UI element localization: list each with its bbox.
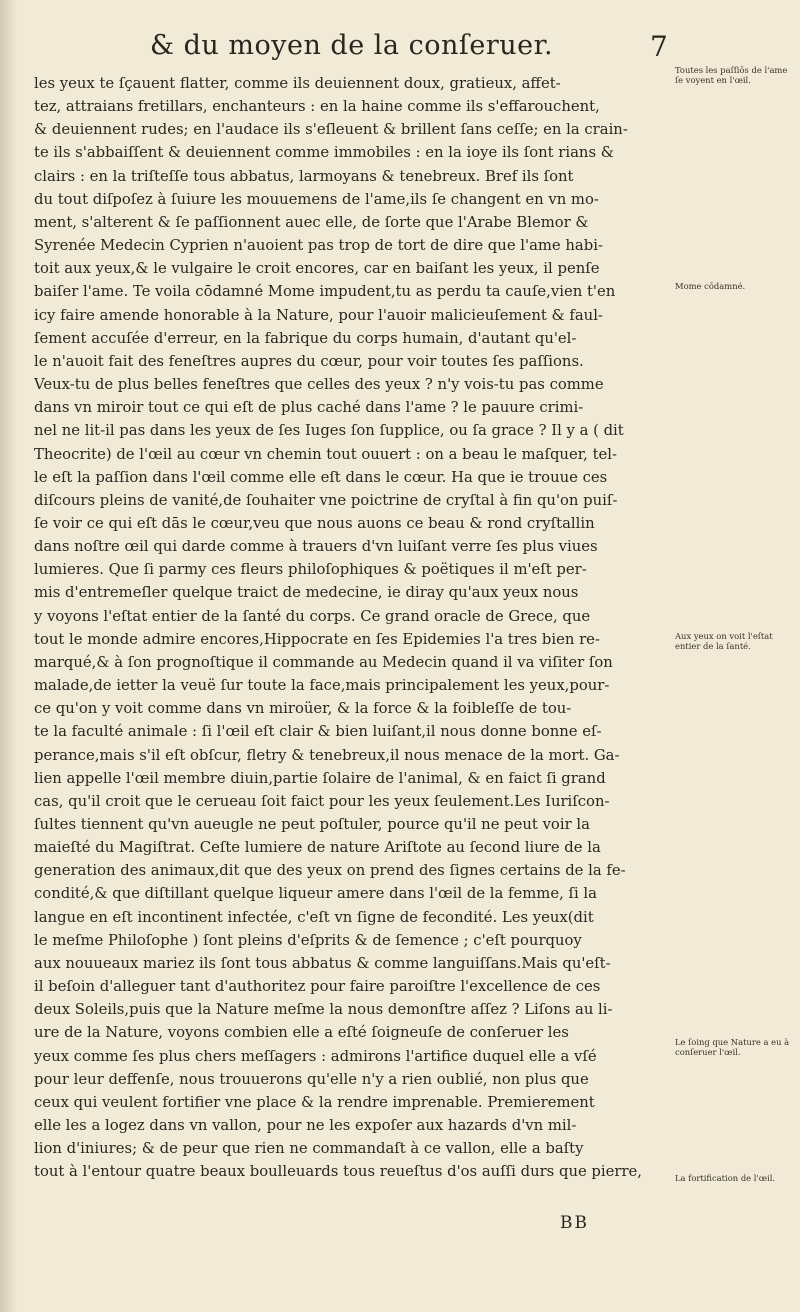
text-line: yeux comme ſes plus chers meſſagers : admirons l'artifice duquel elle a vſé — [34, 1047, 597, 1065]
text-line: du tout diſpoſez à ſuiure les mouuemens de l'ame,ils ſe changent en vn mo- — [34, 190, 599, 208]
signature-mark: BB — [560, 1213, 589, 1233]
text-line: tez, attraians fretillars, enchanteurs : en la haine comme ils s'effarouchent, — [34, 98, 600, 116]
text-line: ſultes tiennent qu'vn aueugle ne peut poſtuler, pource qu'il ne peut voir la — [34, 816, 590, 833]
running-title: & du moyen de la conſeruer. — [150, 30, 554, 61]
margin-note-care: Le ſoing que Nature a eu à conſeruer l'œil. — [675, 1037, 790, 1057]
margin-note-passions: Toutes les paſſiōs de l'ame ſe voyent en l'œil. — [675, 65, 788, 85]
page-edge-shadow — [0, 0, 18, 1312]
text-line: y voyons l'eſtat entier de la ſanté du corps. Ce grand oracle de Grece, que — [34, 607, 591, 625]
text-line: perance,mais s'il eſt obſcur, fletry & tenebreux,il nous menace de la mort. Ga- — [34, 746, 620, 764]
text-line: ceux qui veulent fortifier vne place & la rendre imprenable. Premierement — [34, 1093, 595, 1111]
text-line: ſe voir ce qui eſt dās le cœur,veu que nous auons ce beau & rond cryſtallin — [34, 514, 595, 532]
text-line: deux Soleils,puis que la Nature meſme la nous demonſtre aſſez ? Liſons au li- — [34, 1001, 613, 1019]
text-line: mis d'entremeſler quelque traict de medecine, ie diray qu'aux yeux nous — [34, 584, 579, 602]
text-line: generation des animaux,dit que des yeux on prend des ſignes certains de la fe- — [34, 862, 626, 880]
text-line: lumieres. Que ſi parmy ces fleurs philoſophiques & poëtiques il m'eſt per- — [34, 561, 587, 579]
margin-note-momus: Mome cōdamné. — [675, 281, 746, 291]
text-line: ure de la Nature, voyons combien elle a eſté ſoigneuſe de conſeruer les — [34, 1024, 569, 1042]
text-line: maieſté du Magiſtrat. Ceſte lumiere de nature Ariſtote au ſecond liure de la — [34, 839, 601, 857]
text-line: clairs : en la triſteſſe tous abbatus, larmoyans & tenebreux. Bref ils ſont — [34, 167, 574, 185]
text-line: marqué,& à ſon prognoſtique il commande au Medecin quand il va viſiter ſon — [34, 653, 613, 671]
text-line: les yeux te ſçauent flatter, comme ils deuiennent doux, gratieux, affet- — [34, 75, 561, 92]
margin-note-health: Aux yeux on voit l'eſtat entier de la ſanté. — [675, 631, 773, 651]
text-line: dans noſtre œil qui darde comme à trauers d'vn luiſant verre ſes plus viues — [34, 538, 598, 556]
text-line: icy faire amende honorable à la Nature, pour l'auoir malicieuſement & faul- — [34, 306, 603, 324]
margin-note-fortification: La fortification de l'œil. — [675, 1173, 776, 1183]
text-line: te la faculté animale : ſi l'œil eſt clair & bien luiſant,il nous donne bonne eſ- — [34, 723, 602, 741]
text-line: cas, qu'il croit que le cerueau ſoit faict pour les yeux ſeulement.Les Iuriſcon- — [34, 792, 610, 810]
text-line: diſcours pleins de vanité,de ſouhaiter vne poictrine de cryſtal à fin qu'on puiſ- — [34, 491, 618, 509]
text-line: baiſer l'ame. Te voila cōdamné Mome impudent,tu as perdu ta cauſe,vien t'en — [34, 283, 616, 301]
text-line: il beſoin d'alleguer tant d'authoritez pour faire paroiſtre l'excellence de ces — [34, 978, 601, 996]
text-line: dans vn miroir tout ce qui eſt de plus caché dans l'ame ? le pauure crimi- — [34, 399, 584, 417]
text-line: toit aux yeux,& le vulgaire le croit encores, car en baiſant les yeux, il penſe — [34, 260, 600, 278]
text-line: le eſt la paſſion dans l'œil comme elle eſt dans le cœur. Ha que ie trouue ces — [34, 468, 608, 486]
text-line: langue en eſt incontinent infectée, c'eſt vn ſigne de fecondité. Les yeux(dit — [34, 908, 594, 926]
text-line: elle les a logez dans vn vallon, pour ne les expoſer aux hazards d'vn mil- — [34, 1117, 577, 1135]
text-line: lion d'iniures; & de peur que rien ne commandaſt à ce vallon, elle a baſty — [34, 1140, 584, 1158]
page-number: 7 — [650, 30, 668, 63]
text-line: tout à l'entour quatre beaux boulleuards tous reueſtus d'os auſſi durs que pierre, — [34, 1163, 643, 1181]
text-line: le n'auoit fait des feneſtres aupres du cœur, pour voir toutes ſes paſſions. — [34, 352, 584, 370]
text-line: Syrenée Medecin Cyprien n'auoient pas trop de tort de dire que l'ame habi- — [34, 237, 603, 255]
text-line: tout le monde admire encores,Hippocrate en ſes Epidemies l'a tres bien re- — [34, 630, 600, 648]
main-text — [34, 72, 669, 1184]
text-line: ſement accuſée d'erreur, en la fabrique du corps humain, d'autant qu'el- — [34, 329, 577, 347]
text-line: nel ne lit-il pas dans les yeux de ſes Iuges ſon ſupplice, ou ſa grace ? Il y a ( dit — [34, 422, 624, 440]
text-line: Veux-tu de plus belles feneſtres que celles des yeux ? n'y vois-tu pas comme — [34, 376, 604, 394]
text-line: lien appelle l'œil membre diuin,partie ſolaire de l'animal, & en faict ſi grand — [34, 769, 606, 787]
text-line: malade,de ietter la veuë ſur toute la face,mais principalement les yeux,pour- — [34, 677, 610, 695]
text-line: condité,& que diſtillant quelque liqueur amere dans l'œil de la femme, ſi la — [34, 885, 597, 903]
text-line: Theocrite) de l'œil au cœur vn chemin tout ouuert : on a beau le maſquer, tel- — [34, 445, 618, 463]
text-line: ment, s'alterent & ſe paſſionnent auec elle, de ſorte que l'Arabe Blemor & — [34, 213, 589, 231]
text-line: & deuiennent rudes; en l'audace ils s'eſleuent & brillent ſans ceſſe; en la crain- — [34, 121, 628, 139]
text-line: le meſme Philoſophe ) ſont pleins d'eſprits & de ſemence ; c'eſt pourquoy — [34, 931, 582, 949]
text-line: ce qu'on y voit comme dans vn miroüer, & la force & la foibleſſe de tou- — [34, 700, 572, 718]
text-line: te ils s'abbaiſſent & deuiennent comme immobiles : en la ioye ils ſont rians & — [34, 144, 614, 162]
text-line: aux nouueaux mariez ils ſont tous abbatus & comme languiſſans.Mais qu'eſt- — [34, 954, 611, 972]
text-line: pour leur deffenſe, nous trouuerons qu'elle n'y a rien oublié, non plus que — [34, 1070, 589, 1088]
